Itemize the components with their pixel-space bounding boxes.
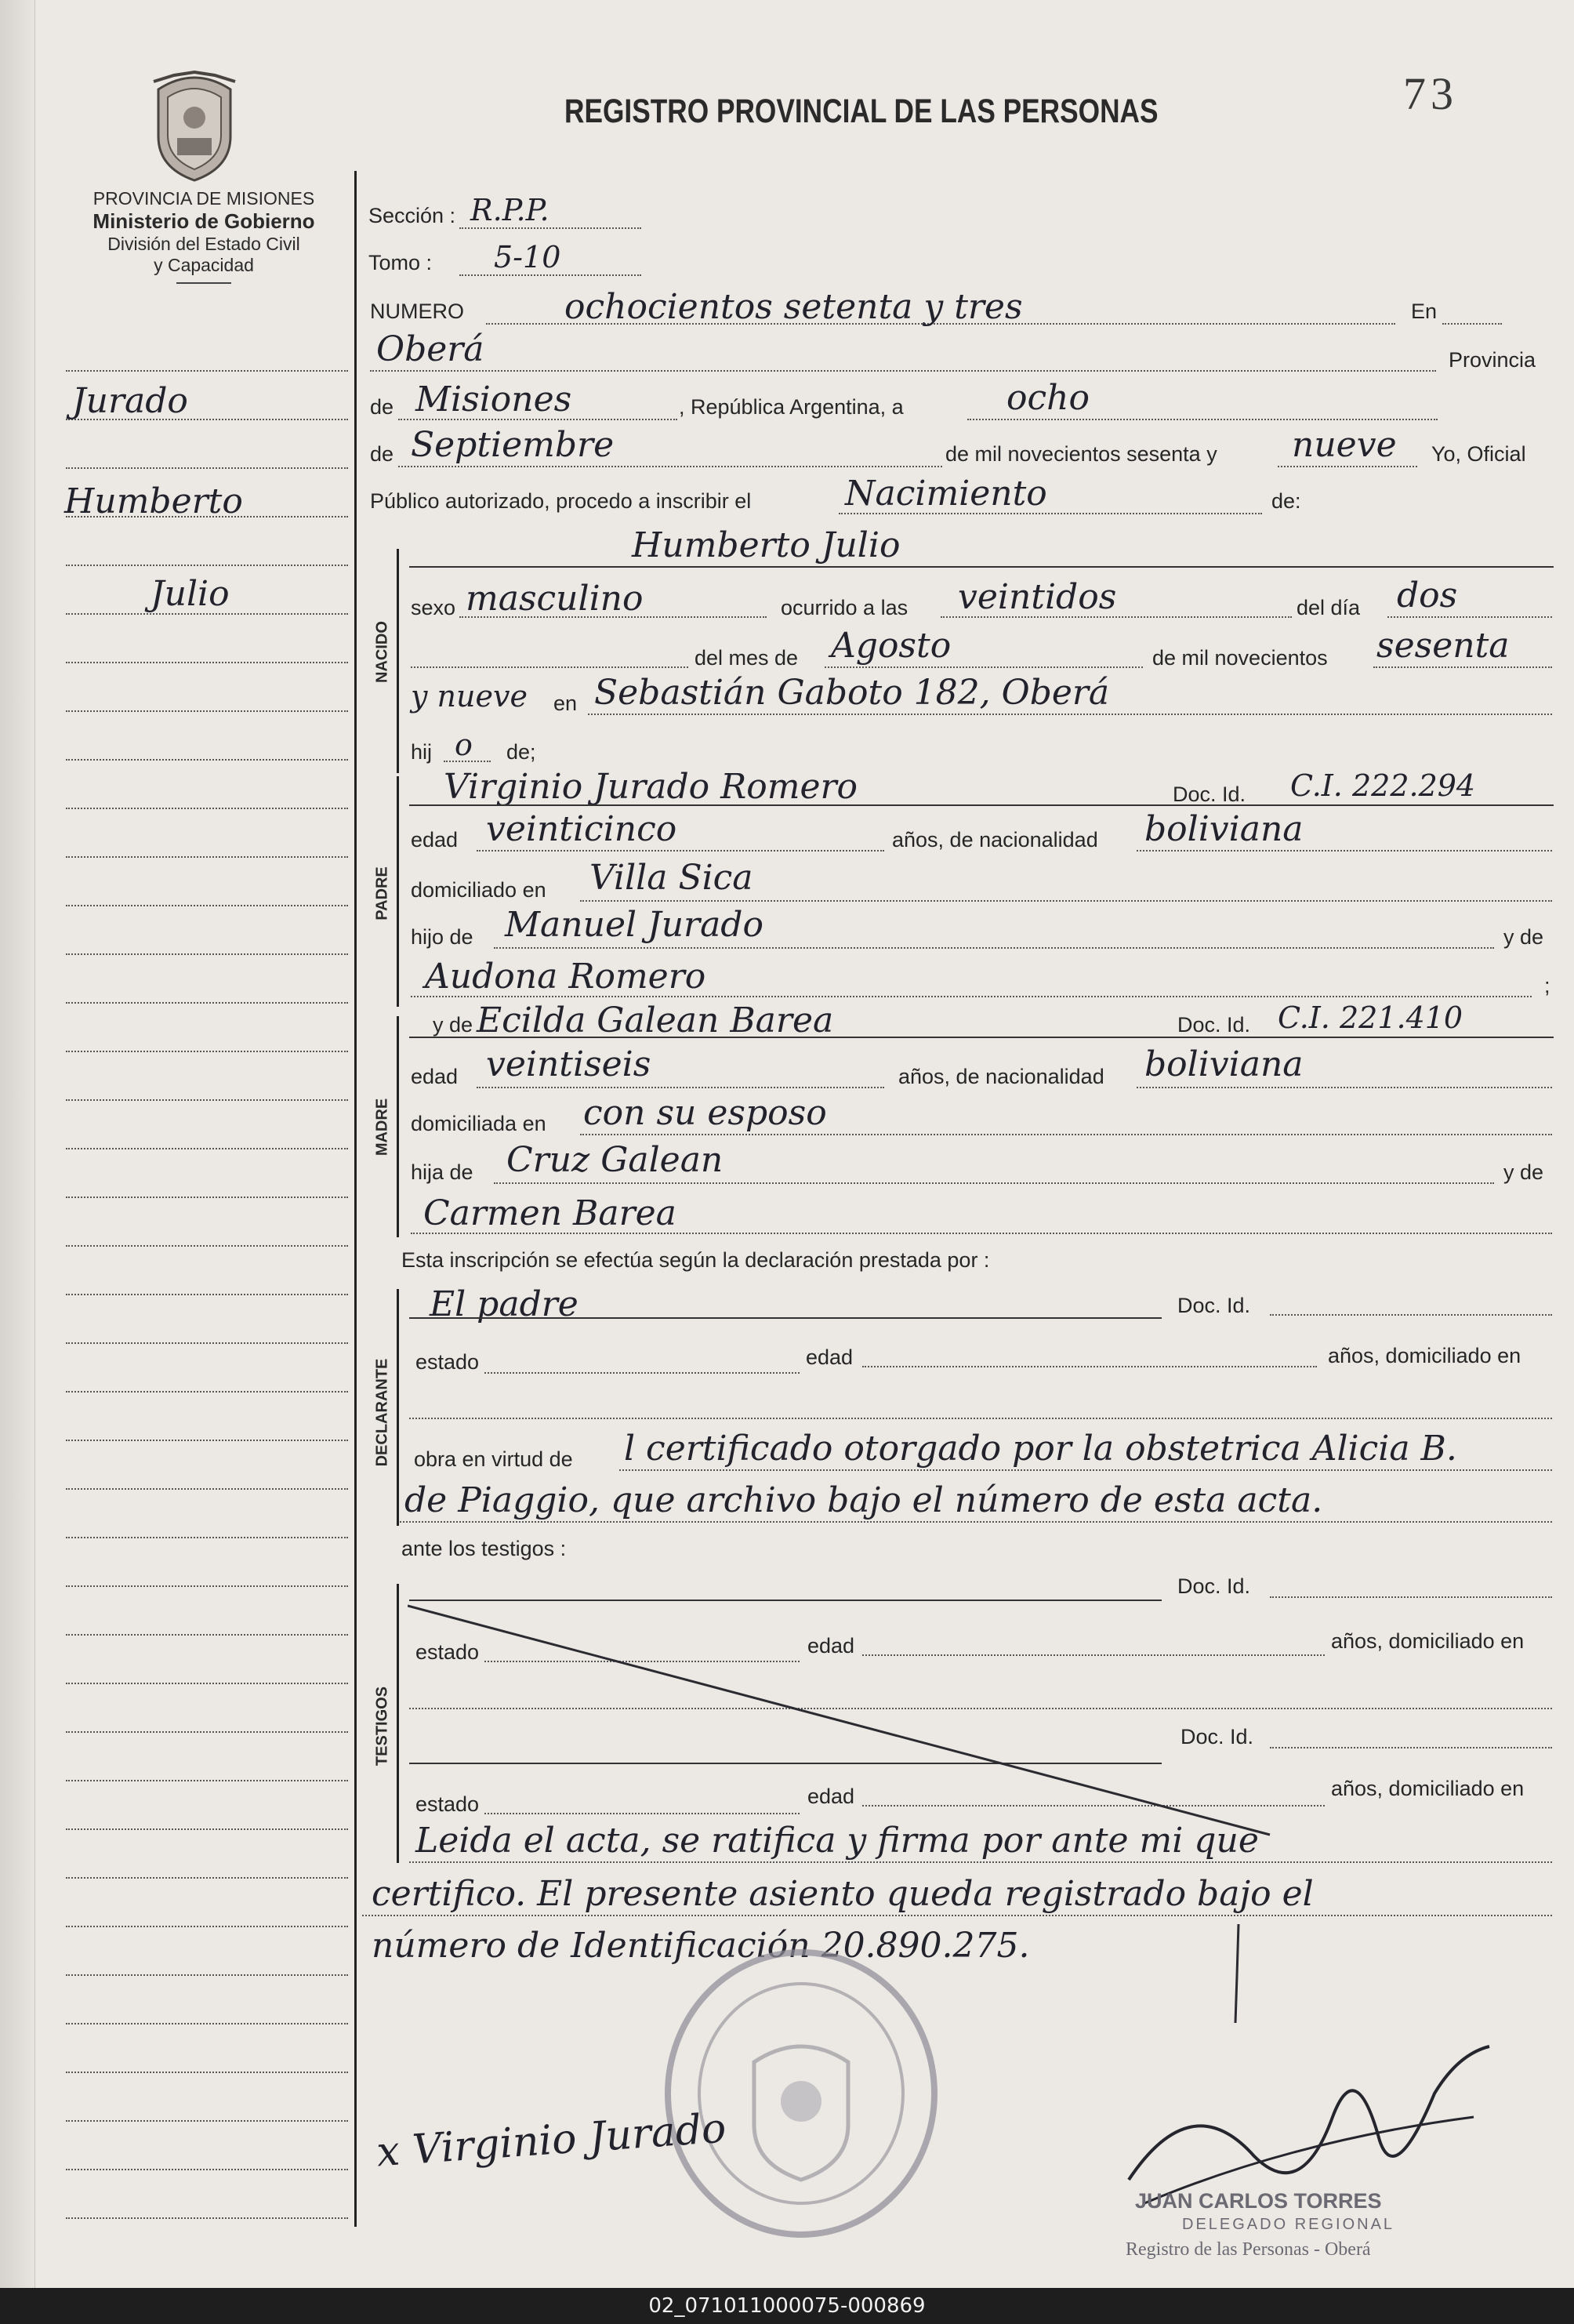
margin-ruled-line [66,856,348,858]
margin-ruled-line [66,2120,348,2122]
document-title: REGISTRO PROVINCIAL DE LAS PERSONAS [564,93,1159,130]
value-dia: ocho [1006,378,1090,418]
margin-ruled-line [66,1634,348,1636]
label-declaracion: Esta inscripción se efectúa según la declaración prestada por : [401,1248,990,1272]
label-seccion: Sección : [368,204,456,227]
label-madre-nac: años, de nacionalidad [898,1065,1104,1088]
declarante-edad-line [862,1366,1317,1367]
margin-ruled-line [66,1828,348,1830]
label-testigo1-anos: años, domiciliado en [1331,1629,1525,1653]
official-seal [660,1945,942,2242]
label-madre-edad: edad [411,1065,459,1088]
label-declarante-edad: edad [806,1345,854,1369]
value-padre-edad: veinticinco [486,809,677,849]
label-de-mes: de [370,442,394,466]
label-provincia: Provincia [1449,348,1536,372]
value-anio: nueve [1292,425,1397,465]
margin-ruled-line [66,2217,348,2219]
value-padre-madre: Audona Romero [425,957,706,997]
anio-line [1278,466,1417,467]
label-en: En [1411,300,1438,323]
margin-surname: Jurado [72,381,188,421]
margin-ruled-line [66,2023,348,2024]
value-nombre: Humberto Julio [632,525,901,565]
label-republica: , República Argentina, a [679,395,904,419]
margin-ruled-line [66,1342,348,1344]
cierre-mark [1223,1921,1254,2031]
label-de-colon: de: [1271,489,1301,513]
madre-dom-line [580,1134,1552,1135]
margin-ruled-line [66,1537,348,1538]
label-testigo2-estado: estado [415,1792,480,1816]
testigos-bracket [397,1584,399,1863]
value-cierre-3: número de Identificación 20.890.275. [372,1926,1030,1966]
madre-nombre-line [409,1037,1554,1038]
declarante-bracket [397,1289,399,1526]
margin-ruled-line [66,710,348,712]
margin-ruled-line [66,1877,348,1879]
value-anio-nac-2: y nueve [411,679,528,714]
label-testigo2-edad: edad [807,1785,855,1808]
scan-identifier: 02_071011000075-000869 [0,2288,1574,2324]
label-testigo2-doc: Doc. Id. [1180,1725,1254,1748]
padre-dom-line [580,900,1552,902]
value-tomo: 5-10 [494,240,561,274]
label-numero: NUMERO [370,300,464,323]
label-ante: ante los testigos : [401,1537,567,1560]
declarante-doc-line [1270,1314,1552,1316]
margin-second-name: Julio [151,574,230,614]
label-padre-doc: Doc. Id. [1173,783,1246,806]
margin-ruled-line [66,565,348,566]
margin-ruled-line [66,2072,348,2073]
value-numero: ochocientos setenta y tres [564,287,1023,327]
mes-nac-line [825,666,1143,668]
province-line: PROVINCIA DE MISIONES [92,188,315,209]
value-madre-padre: Cruz Galean [506,1140,724,1180]
margin-ruled-line [66,662,348,663]
margin-ruled-line [66,1002,348,1004]
declarante-line [409,1317,1162,1319]
margin-ruled-line [66,808,348,809]
label-ocurrido: ocurrido a las [781,596,908,619]
declarante-estado-line [484,1372,800,1374]
value-padre-doc: C.I. 222.294 [1290,768,1476,803]
label-madre-y-de-2: y de [1503,1160,1544,1184]
margin-ruled-line [66,1488,348,1490]
value-padre-padre: Manuel Jurado [505,905,763,945]
margin-column-rule [354,171,357,2227]
official-name: JUAN CARLOS TORRES [1135,2189,1382,2213]
nacido-bracket [397,549,399,773]
declarant-signature: x Virginio Jurado [375,2104,728,2177]
label-publico: Público autorizado, procedo a inscribir el [370,489,752,513]
en-line [1442,323,1502,325]
value-madre-edad: veintiseis [486,1044,651,1084]
nombre-line [409,566,1554,568]
padre-nac-line [1137,850,1552,852]
value-obra-2: de Piaggio, que archivo bajo el número de esta acta. [404,1480,1323,1520]
label-madre-doc: Doc. Id. [1177,1013,1251,1037]
cierre-line-2 [362,1915,1552,1916]
label-padre-y-de: y de [1503,925,1544,949]
madre-bracket [397,1016,399,1237]
value-madre-dom: con su esposo [583,1093,827,1133]
official-title: DELEGADO REGIONAL [1182,2216,1395,2233]
testigo1-doc-line [1270,1596,1552,1598]
label-del-dia: del día [1297,596,1361,619]
value-padre-dom: Villa Sica [589,858,753,898]
value-declarante: El padre [430,1284,578,1324]
value-obra-1: l certificado otorgado por la obstetrica Alicia B. [624,1429,1457,1469]
label-obra: obra en virtud de [414,1447,573,1471]
official-office: Registro de las Personas - Oberá [1126,2239,1371,2260]
label-padre-nac: años, de nacionalidad [892,828,1098,852]
tomo-line [459,274,641,276]
anio-nac-line [1373,666,1552,668]
label-padre-hijo-de: hijo de [411,925,473,949]
margin-ruled-line [66,1196,348,1198]
value-cierre-2: certifico. El presente asiento queda registrado bajo el [372,1874,1314,1914]
label-yo-oficial: Yo, Oficial [1431,442,1526,466]
label-tomo: Tomo : [368,251,433,274]
margin-ruled-line [66,1148,348,1149]
value-padre-nac: boliviana [1144,809,1304,849]
label-de-provincia: de [370,395,394,419]
label-hij: hij [411,740,433,764]
value-cierre-1: Leida el acta, se ratifica y firma por ante mi que [415,1821,1259,1861]
label-testigo1-edad: edad [807,1634,855,1658]
label-testigo1-doc: Doc. Id. [1177,1574,1251,1598]
margin-ruled-line [66,1245,348,1247]
label-padre-edad: edad [411,828,459,852]
value-seccion: R.P.P. [470,193,549,227]
margin-ruled-line [66,1391,348,1393]
obra-line-2 [400,1521,1552,1523]
ministry-rule [176,282,231,284]
margin-ruled-line [66,467,348,469]
madre-edad-line [477,1087,884,1088]
value-hij-suffix: o [455,728,473,762]
margin-ruled-line [66,370,348,372]
value-lugar-nac: Sebastián Gaboto 182, Oberá [594,673,1110,713]
book-binding [0,0,35,2288]
label-madre-dom: domiciliada en [411,1112,546,1135]
side-label-testigos: TESTIGOS [373,1686,391,1767]
margin-ruled-line [66,1974,348,1976]
margin-ruled-line [66,1731,348,1733]
seccion-line [459,227,641,229]
margin-ruled-line [66,1440,348,1441]
label-semicolon: ; [1544,974,1550,997]
label-madre-y-de: y de [433,1013,473,1037]
ministry-header [47,188,361,284]
ministry-line: Ministerio de Gobierno [92,209,315,233]
margin-ruled-line [66,2169,348,2170]
padre-edad-line [477,850,884,852]
value-madre-doc: C.I. 221.410 [1278,1000,1463,1035]
label-del-mes: del mes de [695,646,799,670]
label-testigo2-anos: años, domiciliado en [1331,1777,1525,1800]
margin-ruled-line [66,1099,348,1101]
division-line: División del Estado Civil [107,234,300,254]
margin-ruled-line [66,905,348,906]
label-padre-dom: domiciliado en [411,878,546,902]
dia-nac-line [1387,616,1552,618]
obra-line-1 [619,1469,1552,1471]
localidad-line [370,370,1436,372]
mes-line [398,466,942,467]
value-madre-nombre: Ecilda Galean Barea [477,1000,834,1040]
padre-nombre-line [409,804,1554,806]
label-mil-novecientos: de mil novecientos sesenta y [945,442,1217,466]
margin-ruled-line [66,1051,348,1052]
margin-ruled-line [66,1926,348,1927]
madre-padre-line [494,1182,1494,1184]
value-madre-nac: boliviana [1144,1044,1304,1084]
value-provincia: Misiones [415,379,572,419]
side-label-nacido: NACIDO [373,621,391,683]
value-mes-nac: Agosto [831,626,952,666]
page-number: 73 [1403,68,1458,119]
value-localidad: Oberá [376,329,484,369]
label-sexo: sexo [411,596,456,619]
lugar-line [588,714,1552,715]
dia-line [967,419,1438,420]
padre-bracket [397,776,399,1007]
margin-ruled-line [66,759,348,761]
side-label-madre: MADRE [373,1098,391,1157]
side-label-padre: PADRE [373,866,391,921]
testigos-strikethrough [408,1600,1286,1843]
side-label-declarante: DECLARANTE [373,1358,391,1467]
madre-nac-line [1137,1087,1552,1088]
label-declarante-estado: estado [415,1350,480,1374]
capacity-line: y Capacidad [154,255,254,275]
value-acto: Nacimiento [845,474,1047,514]
margin-first-name: Humberto [64,481,243,521]
value-madre-madre: Carmen Barea [423,1193,676,1233]
label-declarante-anos: años, domiciliado en [1328,1344,1521,1367]
label-mil-novecientos-2: de mil novecientos [1152,646,1328,670]
value-sexo: masculino [466,579,644,619]
value-padre-nombre: Virginio Jurado Romero [444,767,858,807]
label-de-semicolon: de; [506,740,536,764]
cierre-line-1 [409,1861,1552,1863]
margin-ruled-line [66,1780,348,1781]
label-madre-hija-de: hija de [411,1160,473,1184]
margin-ruled-line [66,953,348,955]
label-declarante-doc: Doc. Id. [1177,1294,1251,1317]
nacido-blank-line [411,666,688,668]
declarante-dom-line [409,1418,1552,1419]
provincial-crest-icon [143,66,246,183]
padre-padre-line [494,947,1494,949]
label-testigo1-estado: estado [415,1640,480,1664]
value-mes: Septiembre [411,425,615,465]
margin-ruled-line [66,1585,348,1587]
value-dia-nac: dos [1397,576,1458,615]
margin-ruled-line [66,1683,348,1684]
testigo2-doc-line [1270,1747,1552,1748]
value-hora: veintidos [958,577,1117,617]
value-anio-nac: sesenta [1376,626,1510,666]
margin-ruled-line [66,1294,348,1295]
label-en-lugar: en [553,692,578,715]
